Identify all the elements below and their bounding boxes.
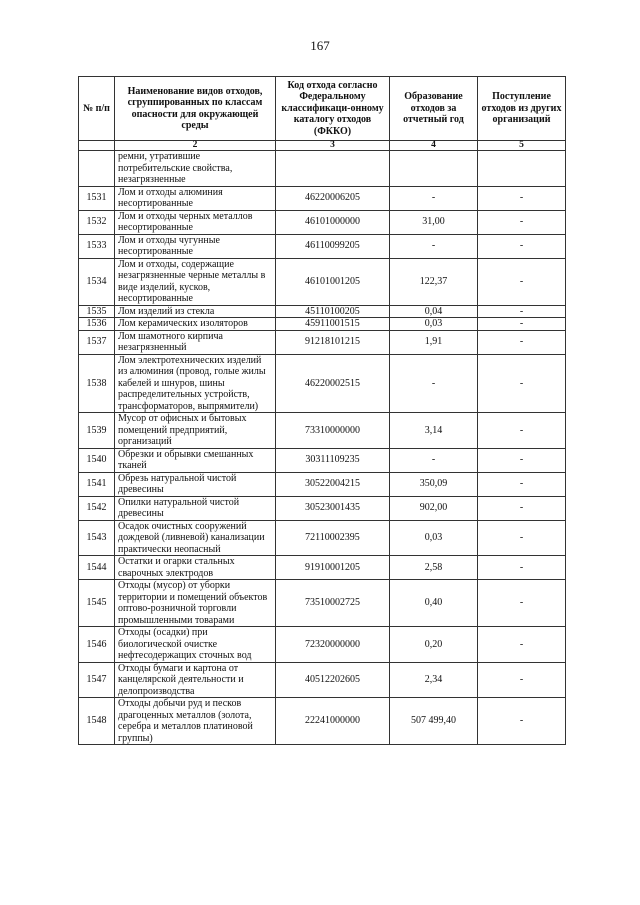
waste-name: Отходы (мусор) от уборки территории и помещений объектов оптово-розничной торговли промышленными товарами bbox=[115, 580, 276, 627]
fkko-code: 30523001435 bbox=[276, 496, 390, 520]
received-amount: - bbox=[478, 627, 566, 663]
header-num: № п/п bbox=[79, 77, 115, 141]
waste-name: Остатки и огарки стальных сварочных электродов bbox=[115, 556, 276, 580]
waste-name: Опилки натуральной чистой древесины bbox=[115, 496, 276, 520]
formed-amount: 350,09 bbox=[390, 472, 478, 496]
fkko-code: 46101000000 bbox=[276, 210, 390, 234]
received-amount: - bbox=[478, 234, 566, 258]
fkko-code: 46220002515 bbox=[276, 354, 390, 413]
waste-name: Отходы бумаги и картона от канцелярской деятельности и делопроизводства bbox=[115, 662, 276, 698]
fkko-code: 45110100205 bbox=[276, 305, 390, 318]
row-number: 1538 bbox=[79, 354, 115, 413]
formed-amount: 31,00 bbox=[390, 210, 478, 234]
table-row bbox=[79, 698, 566, 745]
header-formed: Образование отходов за отчетный год bbox=[390, 77, 478, 141]
waste-name: Лом и отходы чугунные несортированные bbox=[115, 234, 276, 258]
column-number: 3 bbox=[276, 141, 390, 151]
header-code: Код отхода согласно Федеральному классификаци-онному каталогу отходов (ФККО) bbox=[276, 77, 390, 141]
formed-amount: - bbox=[390, 354, 478, 413]
table-row bbox=[79, 186, 566, 210]
waste-name: Обрезки и обрывки смешанных тканей bbox=[115, 448, 276, 472]
formed-amount: 0,04 bbox=[390, 305, 478, 318]
row-number: 1533 bbox=[79, 234, 115, 258]
formed-amount: - bbox=[390, 448, 478, 472]
row-number: 1535 bbox=[79, 305, 115, 318]
fkko-code: 91910001205 bbox=[276, 556, 390, 580]
fkko-code: 46101001205 bbox=[276, 258, 390, 305]
formed-amount: 2,34 bbox=[390, 662, 478, 698]
received-amount: - bbox=[478, 472, 566, 496]
fkko-code bbox=[276, 151, 390, 187]
table-body bbox=[79, 151, 566, 745]
table-row bbox=[79, 234, 566, 258]
table-row bbox=[79, 318, 566, 331]
waste-name: Лом изделий из стекла bbox=[115, 305, 276, 318]
row-number: 1547 bbox=[79, 662, 115, 698]
waste-name: Лом шамотного кирпича незагрязненный bbox=[115, 330, 276, 354]
fkko-code: 45911001515 bbox=[276, 318, 390, 331]
table-row bbox=[79, 520, 566, 556]
waste-name: Осадок очистных сооружений дождевой (ливневой) канализации практически неопасный bbox=[115, 520, 276, 556]
received-amount: - bbox=[478, 210, 566, 234]
table-row bbox=[79, 413, 566, 449]
formed-amount: - bbox=[390, 234, 478, 258]
fkko-code: 73510002725 bbox=[276, 580, 390, 627]
header-name: Наименование видов отходов, сгруппированных по классам опасности для окружающей среды bbox=[115, 77, 276, 141]
fkko-code: 91218101215 bbox=[276, 330, 390, 354]
received-amount: - bbox=[478, 496, 566, 520]
received-amount: - bbox=[478, 258, 566, 305]
row-number: 1544 bbox=[79, 556, 115, 580]
formed-amount: 0,03 bbox=[390, 318, 478, 331]
table-row bbox=[79, 662, 566, 698]
column-number: 2 bbox=[115, 141, 276, 151]
received-amount: - bbox=[478, 556, 566, 580]
table-row bbox=[79, 330, 566, 354]
row-number bbox=[79, 151, 115, 187]
row-number: 1540 bbox=[79, 448, 115, 472]
fkko-code: 30522004215 bbox=[276, 472, 390, 496]
formed-amount: 0,03 bbox=[390, 520, 478, 556]
received-amount: - bbox=[478, 413, 566, 449]
row-number: 1539 bbox=[79, 413, 115, 449]
formed-amount bbox=[390, 151, 478, 187]
formed-amount: 122,37 bbox=[390, 258, 478, 305]
received-amount: - bbox=[478, 520, 566, 556]
waste-name: Обрезь натуральной чистой древесины bbox=[115, 472, 276, 496]
header-received: Поступление отходов из других организаций bbox=[478, 77, 566, 141]
column-number-row bbox=[79, 141, 566, 151]
table-row bbox=[79, 496, 566, 520]
received-amount: - bbox=[478, 330, 566, 354]
received-amount: - bbox=[478, 448, 566, 472]
row-number: 1531 bbox=[79, 186, 115, 210]
formed-amount: 3,14 bbox=[390, 413, 478, 449]
fkko-code: 46220006205 bbox=[276, 186, 390, 210]
formed-amount: 902,00 bbox=[390, 496, 478, 520]
table-row bbox=[79, 210, 566, 234]
table-header-row bbox=[79, 77, 566, 141]
fkko-code: 40512202605 bbox=[276, 662, 390, 698]
formed-amount: 1,91 bbox=[390, 330, 478, 354]
received-amount: - bbox=[478, 580, 566, 627]
waste-name: Отходы (осадки) при биологической очистке нефтесодержащих сточных вод bbox=[115, 627, 276, 663]
table-row bbox=[79, 580, 566, 627]
table-row bbox=[79, 354, 566, 413]
row-number: 1543 bbox=[79, 520, 115, 556]
table-row bbox=[79, 258, 566, 305]
waste-name: Лом и отходы, содержащие незагрязненные черные металлы в виде изделий, кусков, несортированные bbox=[115, 258, 276, 305]
table-row bbox=[79, 305, 566, 318]
row-number: 1534 bbox=[79, 258, 115, 305]
row-number: 1546 bbox=[79, 627, 115, 663]
column-number-blank bbox=[79, 141, 115, 151]
received-amount: - bbox=[478, 305, 566, 318]
formed-amount: - bbox=[390, 186, 478, 210]
table-row bbox=[79, 627, 566, 663]
formed-amount: 0,20 bbox=[390, 627, 478, 663]
received-amount: - bbox=[478, 186, 566, 210]
row-number: 1537 bbox=[79, 330, 115, 354]
column-number: 5 bbox=[478, 141, 566, 151]
column-number: 4 bbox=[390, 141, 478, 151]
fkko-code: 72110002395 bbox=[276, 520, 390, 556]
waste-name: Лом и отходы алюминия несортированные bbox=[115, 186, 276, 210]
waste-name: Лом керамических изоляторов bbox=[115, 318, 276, 331]
row-number: 1545 bbox=[79, 580, 115, 627]
table-row bbox=[79, 151, 566, 187]
row-number: 1548 bbox=[79, 698, 115, 745]
table-row bbox=[79, 472, 566, 496]
fkko-code: 73310000000 bbox=[276, 413, 390, 449]
waste-table bbox=[78, 76, 566, 745]
row-number: 1536 bbox=[79, 318, 115, 331]
formed-amount: 2,58 bbox=[390, 556, 478, 580]
page-number: 167 bbox=[310, 38, 330, 53]
received-amount: - bbox=[478, 318, 566, 331]
table-row bbox=[79, 556, 566, 580]
fkko-code: 72320000000 bbox=[276, 627, 390, 663]
waste-name: ремни, утратившие потребительские свойства, незагрязненные bbox=[115, 151, 276, 187]
waste-name: Отходы добычи руд и песков драгоценных металлов (золота, серебра и металлов платиновой группы) bbox=[115, 698, 276, 745]
fkko-code: 22241000000 bbox=[276, 698, 390, 745]
waste-name: Мусор от офисных и бытовых помещений предприятий, организаций bbox=[115, 413, 276, 449]
received-amount: - bbox=[478, 698, 566, 745]
formed-amount: 0,40 bbox=[390, 580, 478, 627]
formed-amount: 507 499,40 bbox=[390, 698, 478, 745]
table-row bbox=[79, 448, 566, 472]
received-amount bbox=[478, 151, 566, 187]
fkko-code: 46110099205 bbox=[276, 234, 390, 258]
row-number: 1541 bbox=[79, 472, 115, 496]
row-number: 1542 bbox=[79, 496, 115, 520]
fkko-code: 30311109235 bbox=[276, 448, 390, 472]
waste-name: Лом и отходы черных металлов несортированные bbox=[115, 210, 276, 234]
received-amount: - bbox=[478, 354, 566, 413]
received-amount: - bbox=[478, 662, 566, 698]
row-number: 1532 bbox=[79, 210, 115, 234]
waste-name: Лом электротехнических изделий из алюминия (провод, голые жилы кабелей и шнуров, шины распределительных устройств, трансформаторов, выпрямители) bbox=[115, 354, 276, 413]
